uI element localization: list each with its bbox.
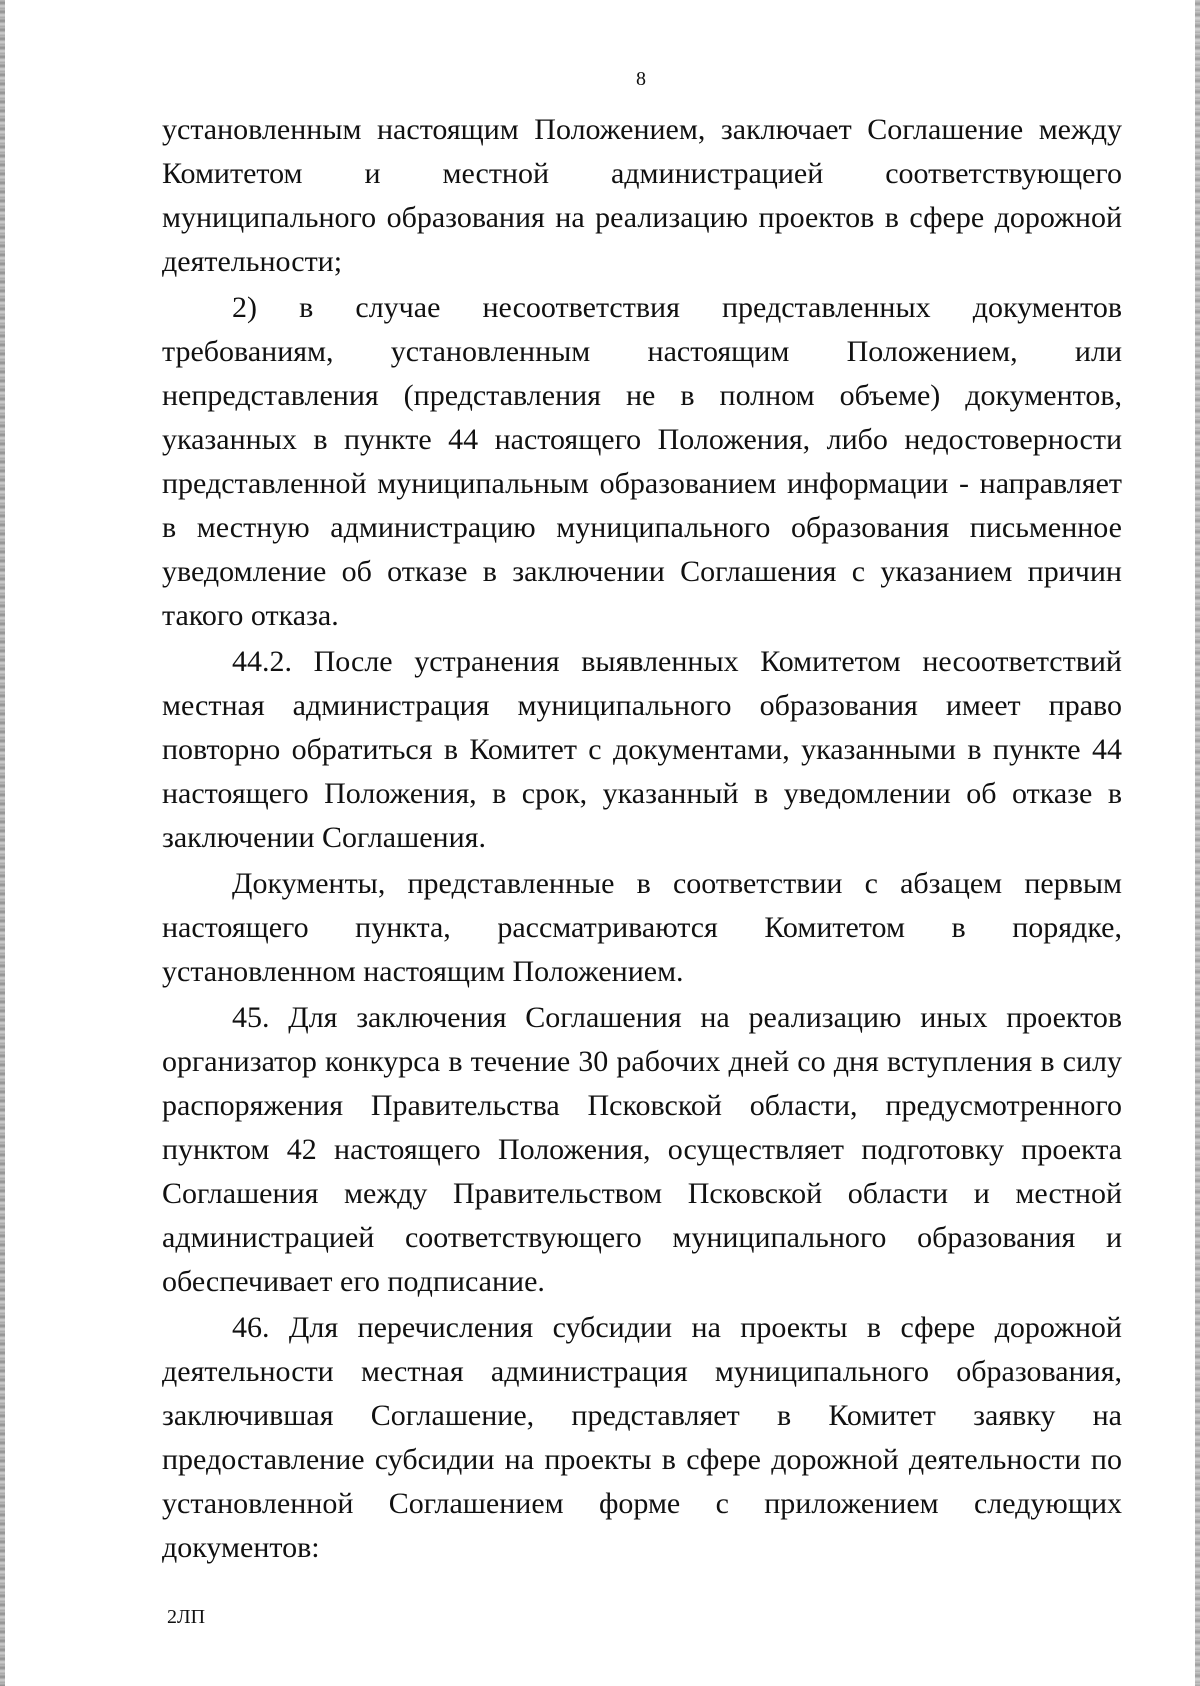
paragraph-continuation: установленным настоящим Положением, заключает Соглашение между Комитетом и местной администрацией соответствующего муниципального образования на реализацию проектов в сфере дорожной деятельности; [162, 113, 1122, 278]
scan-edge-left [0, 0, 5, 1686]
paragraph-44-2: 44.2. После устранения выявленных Комитетом несоответствий местная администрация муниципального образования имеет право повторно обратиться в Комитет с документами, указанными в пункте 44 настоящего Положения, в срок, указанный в уведомлении об отказе в заключении Соглашения. [162, 645, 1122, 854]
page-number: 8 [636, 68, 646, 90]
document-body [162, 108, 1122, 1570]
paragraph-46: 46. Для перечисления субсидии на проекты в сфере дорожной деятельности местная администрация муниципального образования, заключившая Соглашение, представляет в Комитет заявку на предоставление субсидии на проекты в сфере дорожной деятельности по установленной Соглашением форме с приложением следующих документов: [162, 1311, 1122, 1564]
paragraph-45: 45. Для заключения Соглашения на реализацию иных проектов организатор конкурса в течение 30 рабочих дней со дня вступления в силу распоряжения Правительства Псковской области, предусмотренного пунктом 42 настоящего Положения, осуществляет подготовку проекта Соглашения между Правительством Псковской области и местной администрацией соответствующего муниципального образования и обеспечивает его подписание. [162, 1001, 1122, 1298]
scan-edge-right [1195, 0, 1200, 1686]
paragraph-item-2: 2) в случае несоответствия представленных документов требованиям, установленным настоящим Положением, или непредставления (представления не в полном объеме) документов, указанных в пункте 44 настоящего Положения, либо недостоверности представленной муниципальным образованием информации - направляет в местную администрацию муниципального образования письменное уведомление об отказе в заключении Соглашения с указанием причин такого отказа. [162, 291, 1122, 632]
footer-code: 2ЛП [167, 1606, 206, 1628]
paragraph-documents: Документы, представленные в соответствии с абзацем первым настоящего пункта, рассматриваются Комитетом в порядке, установленном настоящим Положением. [162, 867, 1122, 988]
